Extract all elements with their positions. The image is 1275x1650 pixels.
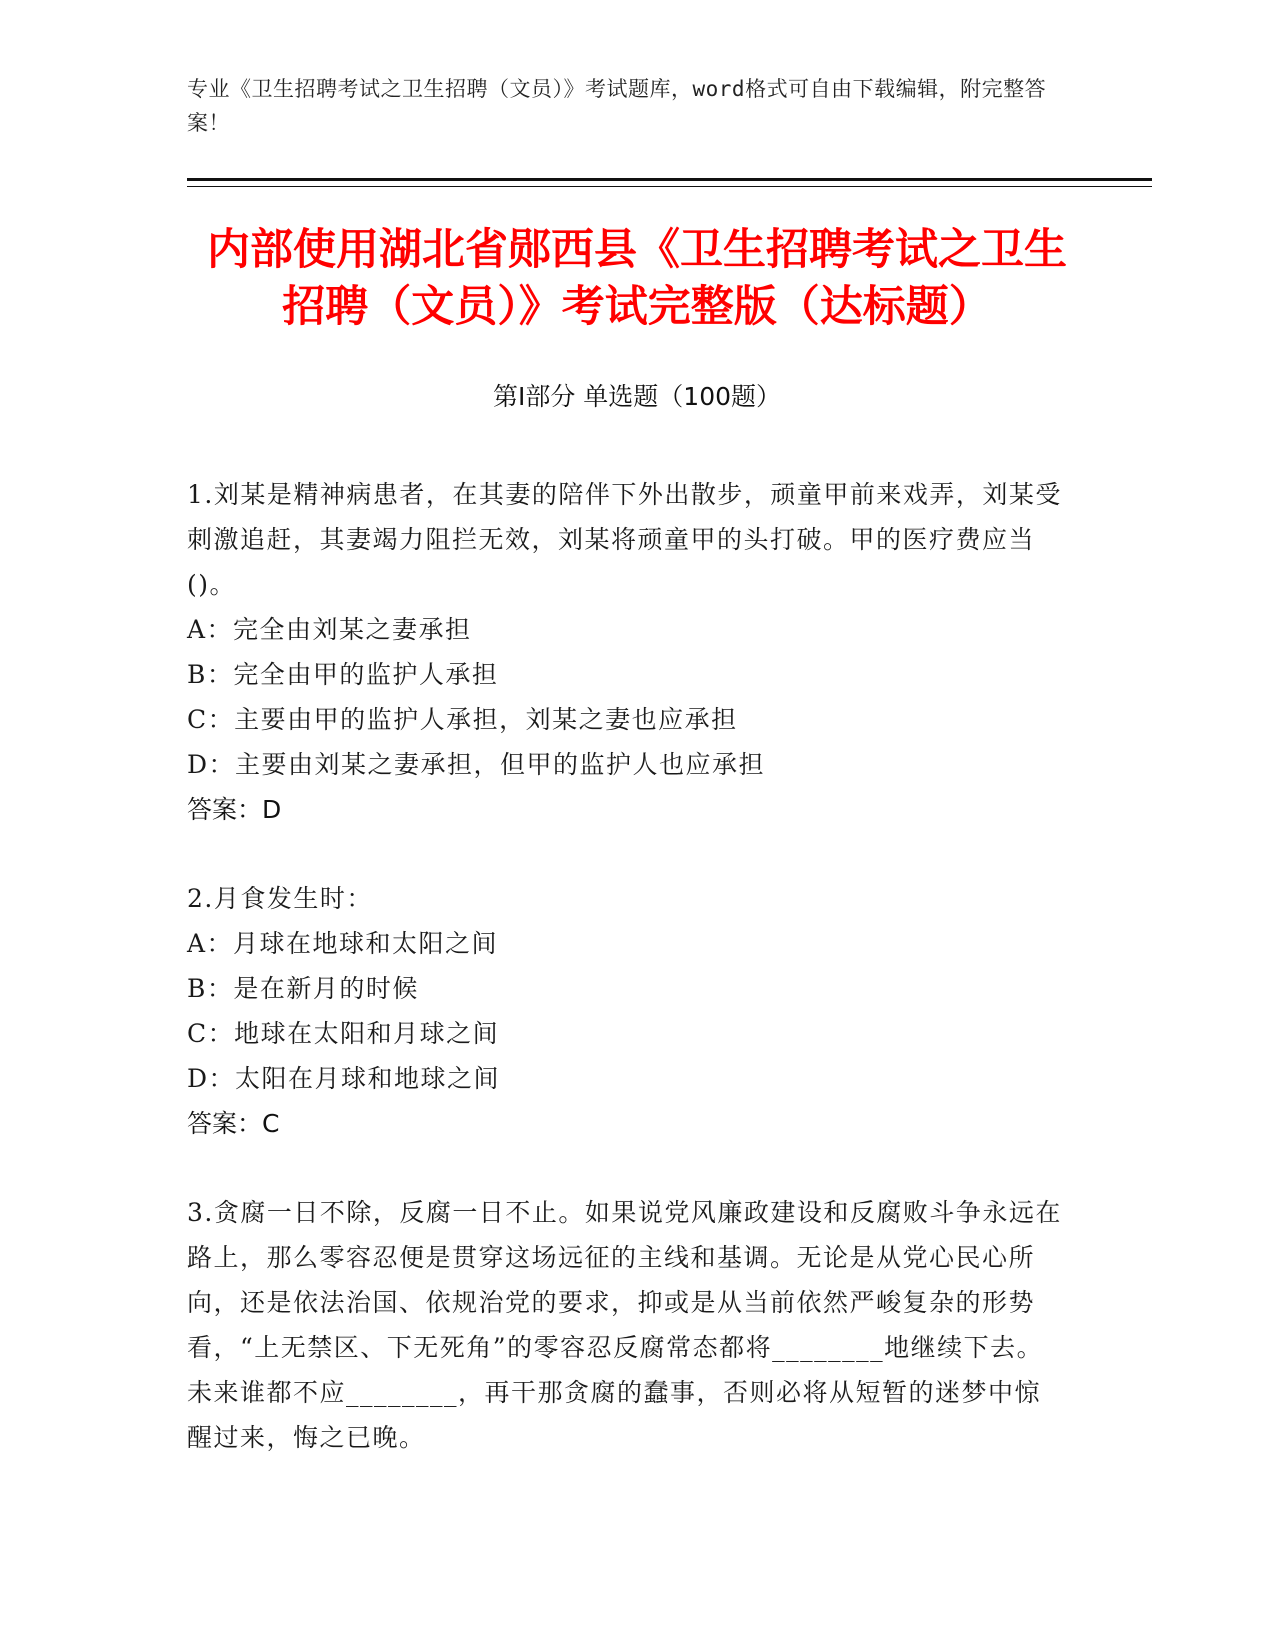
option-b: B：完全由甲的监护人承担 — [187, 660, 499, 689]
question-2 — [187, 876, 1067, 1146]
document-title: 内部使用湖北省郧西县《卫生招聘考试之卫生招聘（文员）》考试完整版（达标题） — [207, 225, 1067, 332]
answer-label: 答案：C — [187, 1109, 280, 1138]
answer-label: 答案：D — [187, 795, 282, 824]
question-stem: 1.刘某是精神病患者，在其妻的陪伴下外出散步，顽童甲前来戏弄，刘某受刺激追赶，其妻竭力阻拦无效，刘某将顽童甲的头打破。甲的医疗费应当()。 — [187, 480, 1062, 599]
header-note: 专业《卫生招聘考试之卫生招聘（文员）》考试题库，word格式可自由下载编辑，附完整答案！ — [187, 77, 1047, 135]
question-stem: 3.贪腐一日不除，反腐一日不止。如果说党风廉政建设和反腐败斗争永远在路上，那么零容忍便是贯穿这场远征的主线和基调。无论是从党心民心所向，还是依法治国、依规治党的要求，抑或是从当前依然严峻复杂的形势看，“上无禁区、下无死角”的零容忍反腐常态都将________地继续下去。未来谁都不应________，再干那贪腐的蠢事，否则必将从短暂的迷梦中惊醒过来，悔之已晚。 — [187, 1198, 1062, 1452]
question-3 — [187, 1190, 1067, 1460]
option-a: A：月球在地球和太阳之间 — [187, 929, 499, 958]
option-b: B：是在新月的时候 — [187, 974, 419, 1003]
question-list — [187, 472, 1067, 1504]
header-rule-thick — [187, 178, 1152, 181]
option-c: C：主要由甲的监护人承担，刘某之妻也应承担 — [187, 705, 738, 734]
header-rule-thin — [187, 186, 1152, 187]
option-d: D：太阳在月球和地球之间 — [187, 1064, 501, 1093]
option-a: A：完全由刘某之妻承担 — [187, 615, 472, 644]
section-heading: 第Ⅰ部分 单选题（100题） — [492, 382, 782, 411]
option-d: D：主要由刘某之妻承担，但甲的监护人也应承担 — [187, 750, 766, 779]
question-stem: 2.月食发生时： — [187, 884, 373, 913]
option-c: C：地球在太阳和月球之间 — [187, 1019, 500, 1048]
question-1 — [187, 472, 1067, 832]
